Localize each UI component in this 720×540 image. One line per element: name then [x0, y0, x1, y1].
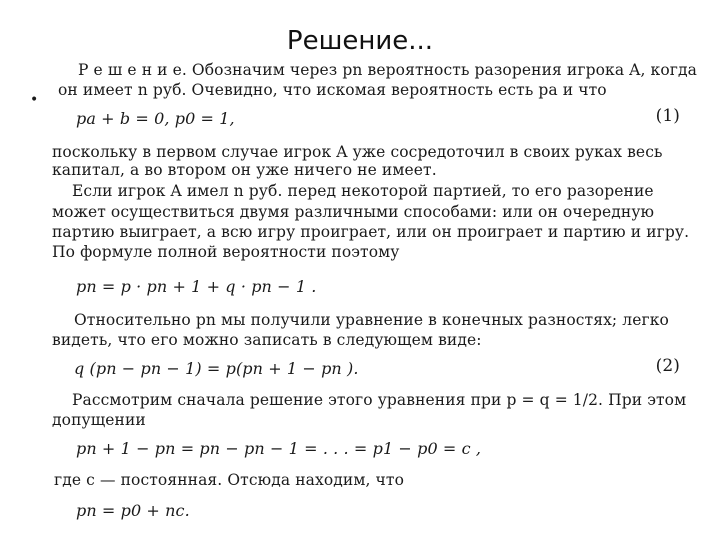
equation-2-number: (2) — [655, 356, 680, 376]
text-line-10: видеть, что его можно записать в следующем виде: — [52, 331, 482, 349]
text-line-12: допущении — [52, 411, 146, 429]
bullet-dot: • — [30, 92, 39, 108]
text-line-13: где c — постоянная. Отсюда находим, что — [54, 471, 405, 489]
text-line-2: он имеет n руб. Очевидно, что искомая вероятность есть pa и что — [58, 81, 607, 99]
equation-2: q (pn − pn − 1) = p(pn + 1 − pn ). — [74, 359, 359, 378]
equation-1-number: (1) — [655, 106, 680, 126]
text-line-7: партию выиграет, а всю игру проиграет, или он проиграет и партию и игру. — [52, 223, 690, 241]
equation-recurrence: pn = p · pn + 1 + q · pn − 1 . — [76, 277, 317, 296]
equation-differences: pn + 1 − pn = pn − pn − 1 = . . . = p1 − p0 = c , — [76, 439, 482, 458]
text-line-8: По формуле полной вероятности поэтому — [52, 243, 400, 261]
text-line-6: может осуществиться двумя различными способами: или он очередную — [52, 203, 655, 221]
text-line-1: Р е ш е н и е. Обозначим через pn вероятность разорения игрока A, когда — [78, 61, 697, 79]
equation-result: pn = p0 + nc. — [76, 501, 190, 520]
text-line-11: Рассмотрим сначала решение этого уравнения при p = q = 1/2. При этом — [72, 391, 687, 409]
text-line-3: поскольку в первом случае игрок A уже сосредоточил в своих руках весь — [52, 143, 663, 161]
equation-1: pa + b = 0, p0 = 1, — [76, 109, 235, 128]
slide-title: Решение... — [286, 26, 434, 56]
text-line-5: Если игрок A имел n руб. перед некоторой партией, то его разорение — [72, 182, 654, 200]
text-line-9: Относительно pn мы получили уравнение в конечных разностях; легко — [74, 311, 669, 329]
text-line-4: капитал, а во втором он уже ничего не имеет. — [52, 161, 437, 179]
